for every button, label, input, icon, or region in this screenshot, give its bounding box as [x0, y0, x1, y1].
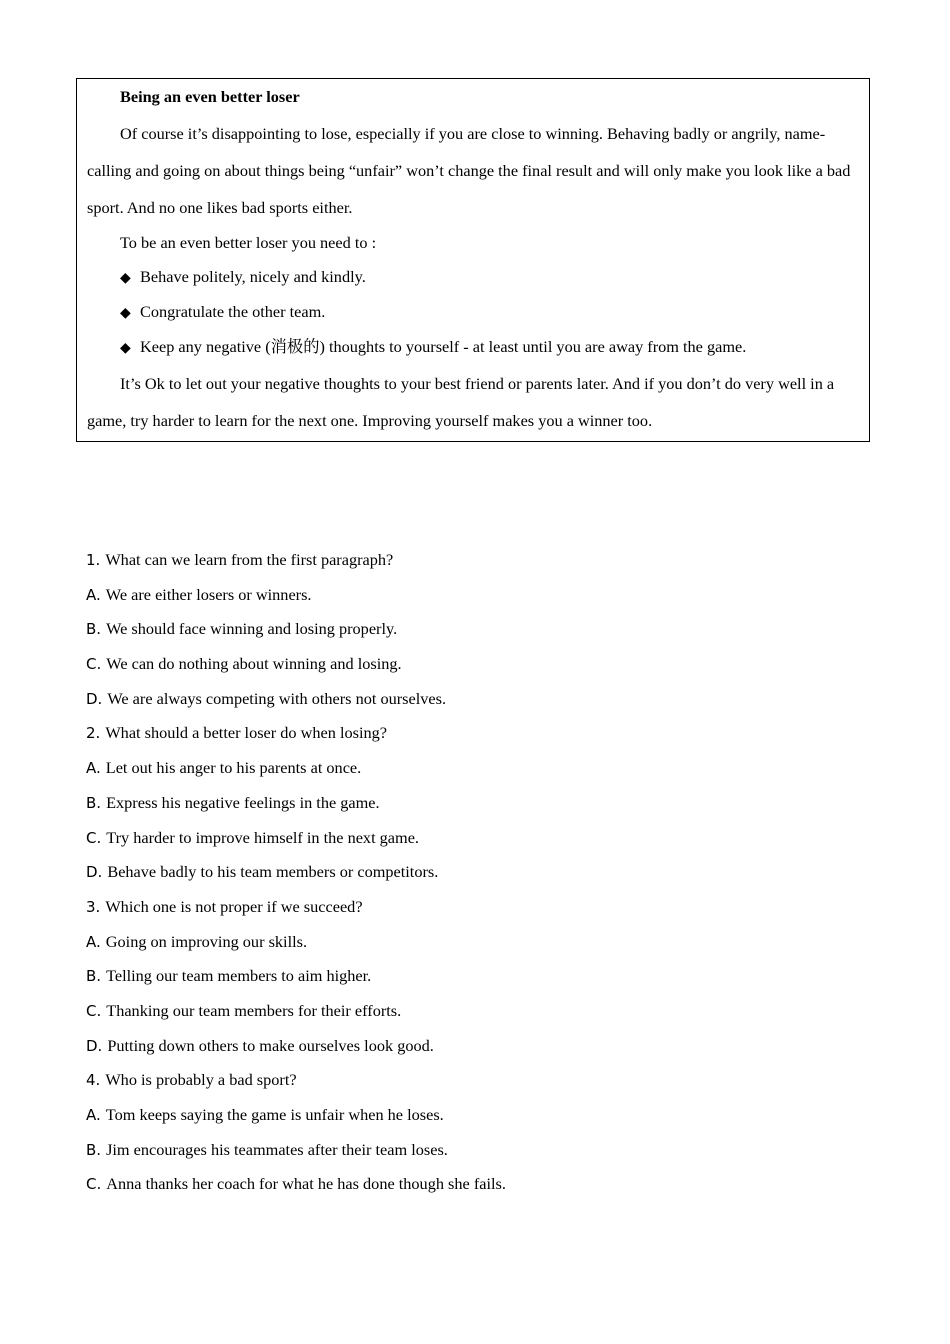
option-label: A.	[86, 585, 101, 604]
question-1	[86, 543, 886, 578]
option-label: C.	[86, 828, 102, 847]
question-1-option-c[interactable]	[86, 647, 886, 682]
passage-bullet-2	[87, 295, 859, 330]
question-4-option-a[interactable]	[86, 1098, 886, 1133]
question-number: 4.	[86, 1071, 101, 1090]
passage-bullet-1	[87, 260, 859, 295]
question-list	[86, 543, 886, 1202]
question-1-option-d[interactable]	[86, 682, 886, 717]
option-label: A.	[86, 759, 101, 778]
option-text: Try harder to improve himself in the next game.	[106, 827, 419, 847]
question-3	[86, 890, 886, 925]
question-number: 3.	[86, 897, 101, 916]
passage-bullet-3	[87, 330, 859, 365]
question-3-option-c[interactable]	[86, 994, 886, 1029]
option-label: D.	[86, 689, 103, 708]
question-4-option-b[interactable]	[86, 1133, 886, 1168]
passage-intro: To be an even better loser you need to :	[120, 233, 377, 252]
option-label: A.	[86, 932, 101, 951]
option-text: Putting down others to make ourselves look good.	[107, 1035, 434, 1055]
question-2-option-c[interactable]	[86, 821, 886, 856]
option-label: C.	[86, 1175, 102, 1194]
option-text: Telling our team members to aim higher.	[106, 966, 372, 986]
passage-paragraph-1: Of course it’s disappointing to lose, especially if you are close to winning. Behaving badly or angrily, name-calling and going on about things being “unfair” won’t change the final result and will only make you look like a bad sport. And no one likes bad sports either.	[87, 124, 851, 217]
option-label: C.	[86, 1001, 102, 1020]
question-4	[86, 1063, 886, 1098]
option-label: A.	[86, 1106, 101, 1124]
option-label: B.	[86, 1140, 102, 1159]
bullet-text: Behave politely, nicely and kindly.	[140, 267, 366, 286]
diamond-bullet-icon: ◆	[120, 270, 131, 286]
bullet-text: Keep any negative (消极的) thoughts to yourself - at least until you are away from the game.	[140, 337, 747, 356]
option-text: Let out his anger to his parents at once.	[105, 758, 362, 778]
reading-passage-box	[76, 78, 870, 442]
option-text: Thanking our team members for their efforts.	[106, 1000, 402, 1020]
question-text: Who is probably a bad sport?	[105, 1070, 297, 1090]
diamond-bullet-icon: ◆	[120, 340, 131, 356]
passage-title: Being an even better loser	[120, 87, 300, 106]
option-label: B.	[86, 967, 102, 986]
option-text: We are either losers or winners.	[105, 584, 312, 604]
option-text: Tom keeps saying the game is unfair when he loses.	[105, 1105, 444, 1124]
option-text: Behave badly to his team members or competitors.	[107, 862, 439, 882]
option-label: D.	[86, 1036, 103, 1055]
option-text: Going on improving our skills.	[105, 931, 308, 951]
question-2-option-a[interactable]	[86, 751, 886, 786]
passage-paragraph-2: It’s Ok to let out your negative thoughts to your best friend or parents later. And if you don’t do very well in a game, try harder to learn for the next one. Improving yourself makes you a winner too.	[87, 374, 835, 430]
option-text: Anna thanks her coach for what he has done though she fails.	[106, 1174, 506, 1194]
option-label: B.	[86, 793, 102, 812]
question-number: 1.	[86, 551, 101, 569]
diamond-bullet-icon: ◆	[120, 305, 131, 321]
question-number: 2.	[86, 724, 101, 743]
question-text: What should a better loser do when losing?	[105, 723, 387, 743]
option-text: We are always competing with others not ourselves.	[107, 688, 447, 708]
question-3-option-b[interactable]	[86, 959, 886, 994]
option-label: C.	[86, 655, 102, 674]
question-2-option-d[interactable]	[86, 855, 886, 890]
question-4-option-c[interactable]	[86, 1167, 886, 1202]
question-text: Which one is not proper if we succeed?	[105, 896, 363, 916]
option-text: We should face winning and losing properly.	[106, 619, 398, 639]
question-2-option-b[interactable]	[86, 786, 886, 821]
question-2	[86, 716, 886, 751]
question-3-option-a[interactable]	[86, 925, 886, 960]
question-1-option-b[interactable]	[86, 612, 886, 647]
option-text: Jim encourages his teammates after their team loses.	[106, 1139, 448, 1159]
option-label: D.	[86, 863, 103, 882]
option-label: B.	[86, 620, 102, 639]
bullet-text: Congratulate the other team.	[140, 302, 326, 321]
option-text: Express his negative feelings in the game.	[106, 792, 380, 812]
question-1-option-a[interactable]	[86, 578, 886, 613]
question-3-option-d[interactable]	[86, 1029, 886, 1064]
option-text: We can do nothing about winning and losing.	[106, 654, 402, 674]
question-text: What can we learn from the first paragraph?	[105, 550, 394, 569]
